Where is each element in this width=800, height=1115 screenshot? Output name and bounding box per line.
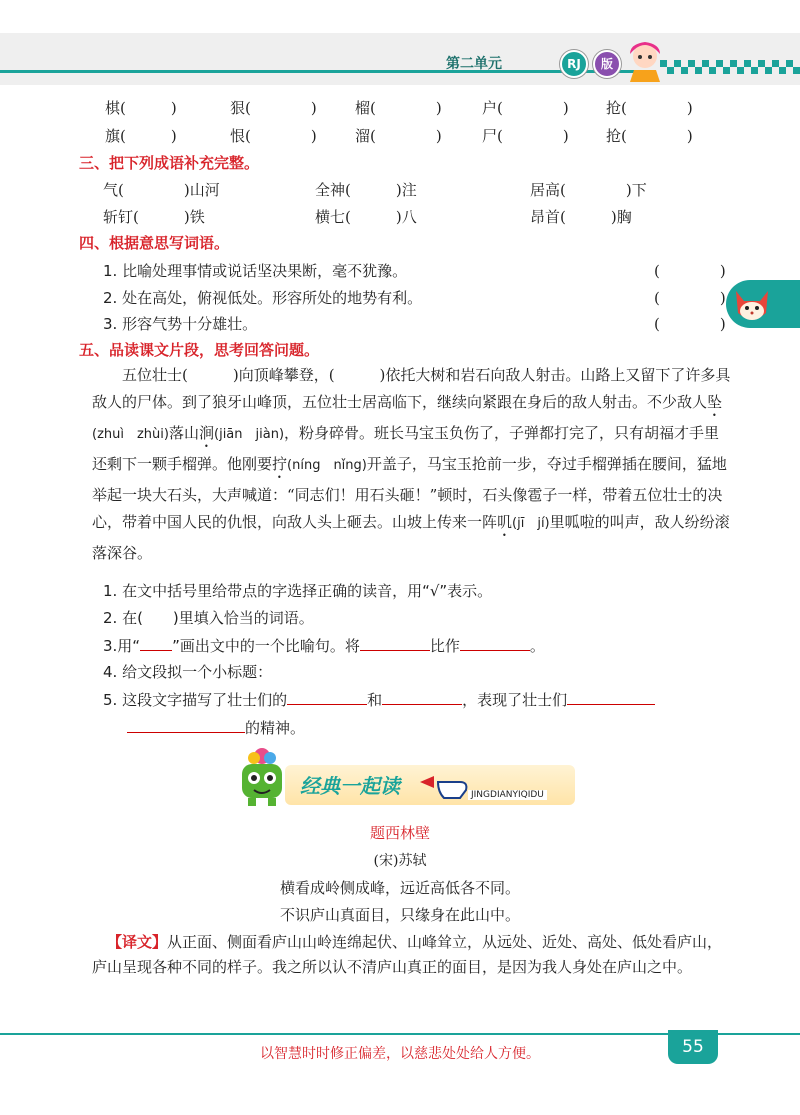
char-row-1-item: 狠( ) — [230, 99, 317, 117]
footer-motto: 以智慧时时修正偏差，以慈悲处处给人方便。 — [260, 1046, 540, 1062]
dotted-char: 涧 — [199, 424, 215, 442]
section-5-title: 五、品读课文片段，思考回答问题。 — [79, 341, 320, 359]
dotted-char: 拧 — [272, 455, 288, 473]
answer-blank[interactable]: ( ) — [654, 262, 726, 280]
translation — [92, 930, 732, 980]
answer-blank[interactable]: ( ) — [654, 289, 726, 307]
passage-text: 落山 — [168, 424, 199, 442]
header-band — [0, 33, 800, 85]
idiom-item: 斩钉( )铁 — [103, 208, 205, 226]
pointing-hand-icon — [420, 768, 470, 802]
translation-text: 从正面、侧面看庐山山岭连绵起伏、山峰耸立，从远处、近处、高处、低处看庐山，庐山呈现各种不同的样子。我之所以认不清庐山真正的面目，是因为我人身处在庐山之中。 — [92, 933, 723, 976]
poem-line: 不识庐山真面目，只缘身在此山中。 — [279, 906, 520, 924]
idiom-item: 全神( )注 — [315, 181, 417, 199]
cartoon-girl-icon — [620, 36, 670, 82]
section-3-title: 三、把下列成语补充完整。 — [79, 154, 260, 172]
passage — [92, 362, 732, 567]
char-row-2-item: 溜( ) — [355, 127, 442, 145]
poem-line: 横看成岭侧成峰，远近高低各不同。 — [279, 879, 520, 897]
pinyin-choice[interactable]: (jiān jiàn) — [214, 427, 285, 442]
definition-item: 2. 处在高处，俯视低处。形容所处的地势有利。 — [103, 289, 423, 307]
char-row-2-item: 抢( ) — [606, 127, 693, 145]
q3-text: ”画出文中的一个比喻句。将 — [172, 637, 360, 655]
answer-line[interactable] — [287, 688, 367, 705]
idiom-item: 居高( )下 — [530, 181, 647, 199]
answer-line[interactable] — [567, 688, 655, 705]
question-2: 2. 在( )里填入恰当的词语。 — [103, 609, 314, 627]
passage-text: 里呱啦的叫声，敌人纷纷滚落深谷。 — [92, 513, 730, 562]
passage-text: ，粉身碎骨。班长马宝玉负伤了，子弹都打完了，只有胡福才手里还剩下一颗手榴弹。他刚要 — [92, 424, 720, 473]
edition-badge: 版 — [593, 50, 621, 78]
answer-line[interactable] — [127, 716, 245, 733]
definition-item: 1. 比喻处理事情或说话坚决果断，毫不犹豫。 — [103, 262, 408, 280]
q3-text: 比作 — [429, 637, 460, 655]
char-row-2-item: 恨( ) — [230, 127, 317, 145]
char-row-2-item: 旗( ) — [105, 127, 177, 145]
q5-text: 和 — [367, 691, 383, 709]
dotted-char: 叽 — [497, 513, 513, 531]
idiom-item: 昂首( )胸 — [530, 208, 632, 226]
header-line — [0, 70, 640, 73]
definition-item: 3. 形容气势十分雄壮。 — [103, 315, 258, 333]
page-number: 55 — [668, 1030, 718, 1064]
passage-text: 五位壮士( )向顶峰攀登，( )依托大树和岩石向敌人射击。山路上又留下了许多具敌人的尸体。到了狼牙山峰顶，五位壮士居高临下，继续向紧跟在身后的敌人射击。不少敌人 — [92, 366, 731, 411]
q5-text: 的精神。 — [245, 719, 306, 737]
section-4-title: 四、根据意思写词语。 — [79, 234, 230, 252]
q5-text: 5. 这段文字描写了壮士们的 — [103, 691, 288, 709]
char-row-1-item: 户( ) — [482, 99, 569, 117]
fox-mascot-icon — [732, 283, 772, 325]
q5-text: ，表现了壮士们 — [462, 691, 568, 709]
question-5-cont — [127, 716, 305, 738]
question-5 — [103, 688, 655, 710]
idiom-item: 横七( )八 — [315, 208, 417, 226]
poem-author: (宋)苏轼 — [373, 853, 427, 869]
checker-pattern-icon — [660, 60, 800, 74]
pinyin-choice[interactable]: (jī jí) — [512, 516, 550, 531]
q3-text: 3.用“ — [103, 637, 141, 655]
unit-title: 第二单元 — [446, 56, 502, 72]
translation-tag: 【译文】 — [107, 933, 168, 951]
answer-line[interactable] — [460, 634, 530, 651]
question-4: 4. 给文段拟一个小标题： — [103, 663, 273, 681]
answer-blank[interactable]: ( ) — [654, 315, 726, 333]
answer-line[interactable] — [360, 634, 430, 651]
question-1: 1. 在文中括号里给带点的字选择正确的读音，用“√”表示。 — [103, 582, 493, 600]
idiom-item: 气( )山河 — [103, 181, 220, 199]
dotted-char: 坠 — [707, 393, 723, 411]
passage-text: 开盖子，马宝玉抢前一步，夺过手榴弹插在腰间，猛地举起一块大石头，大声喊道：“同志们！用石头砸！”顿时，石头像雹子一样，带着五位壮士的决心，带着中国人民的仇恨，向敌人头上砸去。山坡上传来一阵 — [92, 455, 727, 531]
q3-text: 。 — [529, 637, 545, 655]
char-row-2-item: 尸( ) — [482, 127, 569, 145]
answer-line[interactable] — [382, 688, 462, 705]
reading-title: 经典一起读 — [300, 774, 400, 798]
pinyin-choice[interactable]: (níng nǐng) — [287, 458, 367, 473]
underline-sample — [140, 634, 172, 651]
char-row-1-item: 抢( ) — [606, 99, 693, 117]
char-row-1-item: 棋( ) — [105, 99, 177, 117]
pinyin-choice[interactable]: (zhuì zhùi) — [92, 427, 169, 442]
rj-badge: RJ — [560, 50, 588, 78]
question-3 — [103, 634, 545, 656]
poem-title: 题西林壁 — [369, 824, 430, 842]
green-monster-icon — [232, 746, 292, 808]
reading-pinyin: JINGDIANYIQIDU — [468, 790, 547, 800]
char-row-1-item: 榴( ) — [355, 99, 442, 117]
